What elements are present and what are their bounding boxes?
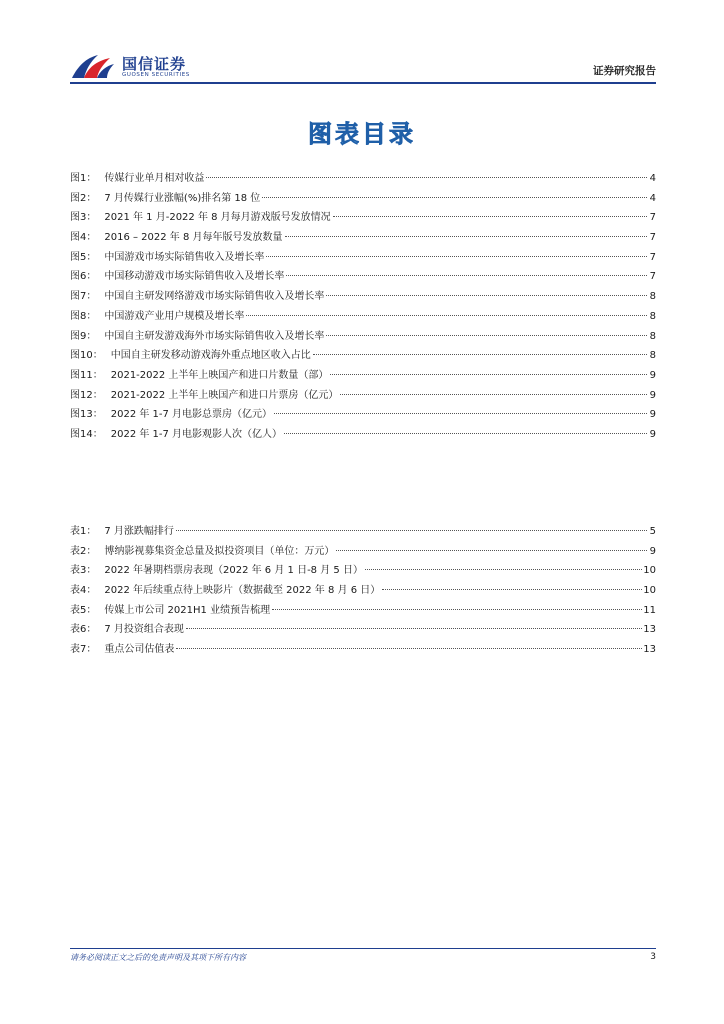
toc-entry[interactable] [70,307,656,327]
toc-leader-dots [176,530,647,531]
guosen-logo [70,50,270,84]
page-number: 3 [650,952,656,962]
toc-leader-dots [313,354,647,355]
toc-entry[interactable] [70,267,656,287]
toc-entry-title: 传媒上市公司 2021H1 业绩预告梳理 [104,604,271,616]
toc-leader-dots [286,275,647,276]
toc-entry-page: 9 [649,389,656,401]
toc-entry[interactable] [70,386,656,406]
toc-entry[interactable] [70,425,656,445]
toc-leader-dots [176,648,642,649]
toc-entry-page: 7 [649,271,656,283]
toc-entry-title: 博纳影视募集资金总量及拟投资项目（单位：万元） [104,545,335,557]
toc-entry-label: 图6： [70,271,97,283]
toc-leader-dots [365,569,642,570]
footer-divider [70,948,656,949]
toc-leader-dots [274,413,647,414]
toc-leader-dots [206,177,647,178]
toc-entry-page: 8 [649,330,656,342]
toc-entry-page: 13 [643,624,656,636]
toc-entry-label: 图5： [70,251,97,263]
toc-entry-title: 7 月涨跌幅排行 [104,526,174,537]
toc-entry-label: 表6： [70,624,97,636]
logo-english-text: GUOSEN SECURITIES [122,72,190,78]
toc-entry[interactable] [70,581,656,601]
toc-entry-page: 7 [649,212,656,224]
toc-entry-label: 图10： [70,350,103,362]
toc-entry-label: 图8： [70,310,97,322]
toc-entry-page: 10 [643,585,656,597]
toc-entry-page: 5 [649,526,656,537]
toc-leader-dots [336,550,647,551]
toc-entry-title: 2021-2022 上半年上映国产和进口片数量（部） [110,369,329,381]
toc-entry-label: 图11： [70,369,103,381]
footer-disclaimer: 请务必阅读正文之后的免责声明及其项下所有内容 [70,953,246,962]
toc-entry-title: 传媒行业单月相对收益 [104,173,205,184]
toc-leader-dots [382,589,642,590]
toc-entry[interactable] [70,248,656,268]
toc-entry-title: 2021-2022 上半年上映国产和进口片票房（亿元） [110,389,339,401]
toc-entry-page: 13 [643,644,656,656]
toc-leader-dots [262,197,647,198]
toc-entry-label: 表7： [70,644,97,656]
toc-entry-page: 4 [649,192,656,204]
toc-entry[interactable] [70,542,656,562]
toc-entry-page: 8 [649,291,656,303]
toc-leader-dots [330,374,647,375]
toc-entry-title: 2016 – 2022 年 8 月每年版号发放数量 [104,232,283,244]
toc-entry-page: 11 [643,604,656,616]
toc-entry-title: 7 月投资组合表现 [104,624,184,636]
toc-leader-dots [326,295,647,296]
toc-entry-label: 表1： [70,526,97,537]
toc-leader-dots [326,335,647,336]
toc-entry[interactable] [70,327,656,347]
toc-entry-page: 4 [649,173,656,184]
toc-entry-title: 2021 年 1 月-2022 年 8 月每月游戏版号发放情况 [104,212,331,224]
toc-leader-dots [285,236,647,237]
toc-entry-label: 图9： [70,330,97,342]
toc-entry-label: 表4： [70,585,97,597]
toc-leader-dots [340,394,647,395]
toc-entry-title: 中国移动游戏市场实际销售收入及增长率 [104,271,285,283]
toc-entry-page: 9 [649,409,656,421]
toc-entry[interactable] [70,522,656,542]
toc-entry-title: 中国游戏市场实际销售收入及增长率 [104,251,265,263]
toc-entry[interactable] [70,561,656,581]
toc-entry[interactable] [70,228,656,248]
toc-entry-label: 图13： [70,409,103,421]
toc-entry-label: 图12： [70,389,103,401]
page-title: 图表目录 [308,120,416,148]
toc-entry-page: 8 [649,350,656,362]
toc-entry[interactable] [70,640,656,660]
toc-leader-dots [266,256,647,257]
toc-entry-label: 图2： [70,192,97,204]
toc-entry[interactable] [70,405,656,425]
table-list [70,522,656,660]
toc-entry-title: 中国自主研发网络游戏市场实际销售收入及增长率 [104,291,325,303]
toc-entry[interactable] [70,346,656,366]
toc-leader-dots [333,216,647,217]
toc-entry-label: 表2： [70,545,97,557]
toc-entry-label: 图4： [70,232,97,244]
toc-leader-dots [186,628,642,629]
toc-entry-title: 2022 年暑期档票房表现（2022 年 6 月 1 日-8 月 5 日） [104,565,363,577]
toc-entry-title: 重点公司估值表 [104,644,175,656]
toc-entry-label: 图3： [70,212,97,224]
toc-entry-label: 表5： [70,604,97,616]
toc-entry-title: 2022 年 1-7 月电影总票房（亿元） [110,409,273,421]
toc-entry-label: 图14： [70,428,103,440]
toc-entry-title: 中国游戏产业用户规模及增长率 [104,310,245,322]
toc-entry-page: 10 [643,565,656,577]
toc-leader-dots [272,609,642,610]
page-header [70,50,656,86]
toc-entry-label: 表3： [70,565,97,577]
toc-entry-page: 9 [649,369,656,381]
toc-entry-label: 图1： [70,173,97,184]
toc-entry-page: 7 [649,251,656,263]
toc-leader-dots [246,315,647,316]
toc-entry[interactable] [70,189,656,209]
toc-entry[interactable] [70,169,656,189]
toc-entry-page: 9 [649,545,656,557]
toc-entry-title: 中国自主研发移动游戏海外重点地区收入占比 [110,350,311,362]
toc-entry[interactable] [70,366,656,386]
logo-chinese-text: 国信证券 [122,55,187,73]
toc-entry-title: 7 月传媒行业涨幅(%)排名第 18 位 [104,192,261,204]
toc-entry-page: 9 [649,428,656,440]
toc-entry-title: 2022 年后续重点待上映影片（数据截至 2022 年 8 月 6 日） [104,585,381,597]
toc-entry[interactable] [70,601,656,621]
toc-entry[interactable] [70,620,656,640]
guosen-logo-icon [70,52,116,80]
toc-entry-label: 图7： [70,291,97,303]
header-divider [70,82,656,84]
toc-entry-page: 8 [649,310,656,322]
toc-leader-dots [284,433,647,434]
toc-entry-title: 2022 年 1-7 月电影观影人次（亿人） [110,428,283,440]
toc-entry[interactable] [70,287,656,307]
toc-entry[interactable] [70,208,656,228]
figure-list [70,169,656,445]
toc-entry-page: 7 [649,232,656,244]
report-type: 证券研究报告 [593,65,656,77]
toc-entry-title: 中国自主研发游戏海外市场实际销售收入及增长率 [104,330,325,342]
